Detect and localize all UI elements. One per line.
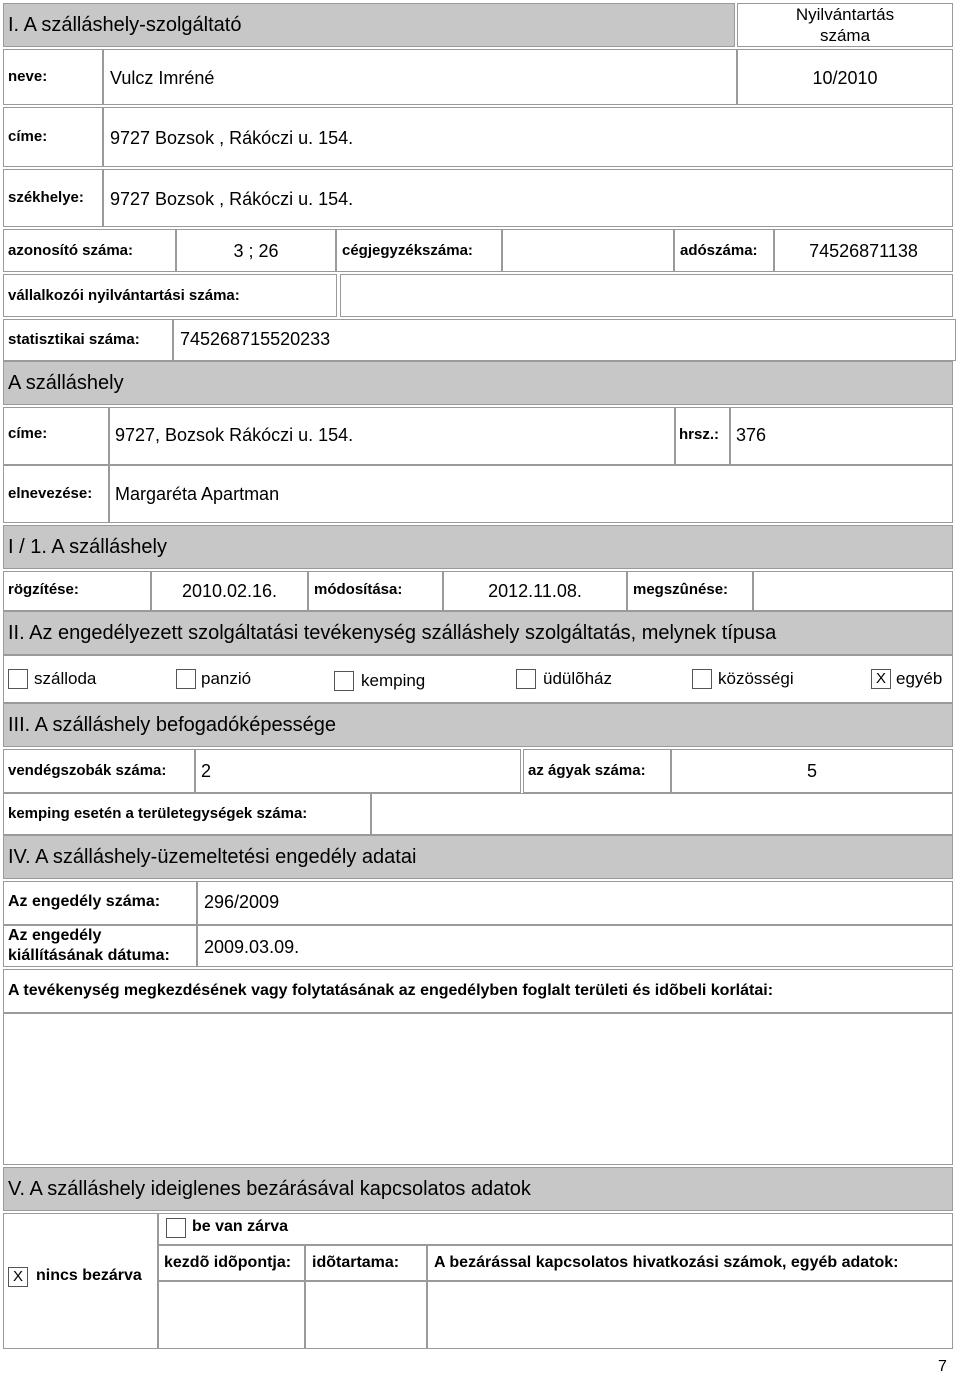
checkbox-szalloda[interactable] xyxy=(8,669,28,689)
recorded-label: rögzítése: xyxy=(8,581,79,598)
acc-address-label: címe: xyxy=(8,425,48,442)
rooms-label: vendégszobák száma: xyxy=(8,762,167,779)
checkbox-not-closed[interactable]: X xyxy=(8,1267,28,1287)
capacity-title: III. A szálláshely befogadóképessége xyxy=(8,714,337,736)
registry-number-value: 10/2010 xyxy=(812,68,878,88)
camping-label: kemping esetén a területegységek száma: xyxy=(8,805,308,822)
checkbox-panzio[interactable] xyxy=(176,669,196,689)
start-field[interactable] xyxy=(158,1281,305,1349)
name-label: neve: xyxy=(8,68,48,85)
page-number: 7 xyxy=(938,1358,947,1375)
duration-field[interactable] xyxy=(305,1281,427,1349)
permit-date-label-line2: kiállításának dátuma: xyxy=(8,947,170,964)
checkbox-egyeb[interactable]: X xyxy=(871,669,891,689)
activity-title: II. Az engedélyezett szolgáltatási tevékenység szálláshely szolgáltatás, melynek típusa xyxy=(8,622,777,644)
id-value: 3 ; 26 xyxy=(233,241,279,261)
duration-label: idõtartama: xyxy=(312,1254,400,1271)
acc-name-value: Margaréta Apartman xyxy=(115,484,280,504)
permit-title: IV. A szálláshely-üzemeltetési engedély adatai xyxy=(8,846,417,868)
recorded-value: 2010.02.16. xyxy=(181,581,278,601)
modified-label: módosítása: xyxy=(314,581,403,598)
section-i-title: I. A szálláshely-szolgáltató xyxy=(8,14,242,36)
permit-date-field[interactable] xyxy=(197,925,953,967)
closed-label: be van zárva xyxy=(192,1218,289,1235)
checkbox-udulohaz[interactable] xyxy=(516,669,536,689)
type-kozossegi-label: közösségi xyxy=(718,669,794,688)
not-closed-label: nincs bezárva xyxy=(36,1267,142,1284)
company-reg-field[interactable] xyxy=(502,229,674,272)
seat-label: székhelye: xyxy=(8,189,84,206)
type-szalloda-label: szálloda xyxy=(34,669,97,688)
permit-number-field[interactable] xyxy=(197,881,953,925)
rooms-field[interactable] xyxy=(195,749,521,793)
activity-types-row xyxy=(3,655,953,703)
tax-value: 74526871138 xyxy=(809,241,918,261)
restrictions-field[interactable] xyxy=(3,1013,953,1165)
type-udulohaz-label: üdülõház xyxy=(543,669,613,688)
acc-address-value: 9727, Bozsok Rákóczi u. 154. xyxy=(115,425,354,445)
tax-label: adószáma: xyxy=(680,242,758,259)
beds-value: 5 xyxy=(806,761,817,781)
rooms-value: 2 xyxy=(201,761,212,781)
accommodation-title: A szálláshely xyxy=(8,372,124,394)
permit-number-label: Az engedély száma: xyxy=(8,893,161,910)
permit-date-label-line1: Az engedély xyxy=(8,927,102,944)
address-label: címe: xyxy=(8,128,48,145)
hrsz-label: hrsz.: xyxy=(679,426,720,443)
type-panzio-label: panzió xyxy=(201,669,252,688)
hrsz-value: 376 xyxy=(736,425,767,445)
modified-value: 2012.11.08. xyxy=(488,581,582,601)
beds-label: az ágyak száma: xyxy=(528,762,646,779)
permit-date-value: 2009.03.09. xyxy=(204,937,300,957)
entrepreneur-field[interactable] xyxy=(340,274,953,317)
type-kemping-label: kemping xyxy=(361,671,426,690)
stat-value: 745268715520233 xyxy=(180,329,331,349)
ended-field[interactable] xyxy=(753,571,953,611)
checkbox-closed[interactable] xyxy=(166,1218,186,1238)
seat-value: 9727 Bozsok , Rákóczi u. 154. xyxy=(110,189,354,209)
restrictions-label: A tevékenység megkezdésének vagy folytatásának az engedélyben foglalt területi és idõbeli korlátai: xyxy=(8,982,774,999)
refs-field[interactable] xyxy=(427,1281,953,1349)
registry-header-line2: száma xyxy=(819,26,871,45)
address-value: 9727 Bozsok , Rákóczi u. 154. xyxy=(110,128,354,148)
checkbox-kemping[interactable] xyxy=(334,671,354,691)
accommodation-header xyxy=(3,361,953,405)
acc-name-label: elnevezése: xyxy=(8,485,93,502)
refs-label: A bezárással kapcsolatos hivatkozási számok, egyéb adatok: xyxy=(434,1254,899,1271)
id-label: azonosító száma: xyxy=(8,242,134,259)
checkbox-kozossegi[interactable] xyxy=(692,669,712,689)
registration-title: I / 1. A szálláshely xyxy=(8,536,167,558)
entrepreneur-label: vállalkozói nyilvántartási száma: xyxy=(8,287,240,304)
name-value: Vulcz Imréné xyxy=(110,68,215,88)
camping-field[interactable] xyxy=(371,793,953,835)
start-label: kezdõ idõpontja: xyxy=(164,1254,292,1271)
type-egyeb-label: egyéb xyxy=(896,669,943,688)
ended-label: megszûnése: xyxy=(633,581,729,598)
closure-title: V. A szálláshely ideiglenes bezárásával kapcsolatos adatok xyxy=(8,1178,531,1200)
stat-label: statisztikai száma: xyxy=(8,331,140,348)
permit-number-value: 296/2009 xyxy=(204,892,280,912)
registry-header-line1: Nyilvántartás xyxy=(795,5,895,24)
company-reg-label: cégjegyzékszáma: xyxy=(342,242,473,259)
